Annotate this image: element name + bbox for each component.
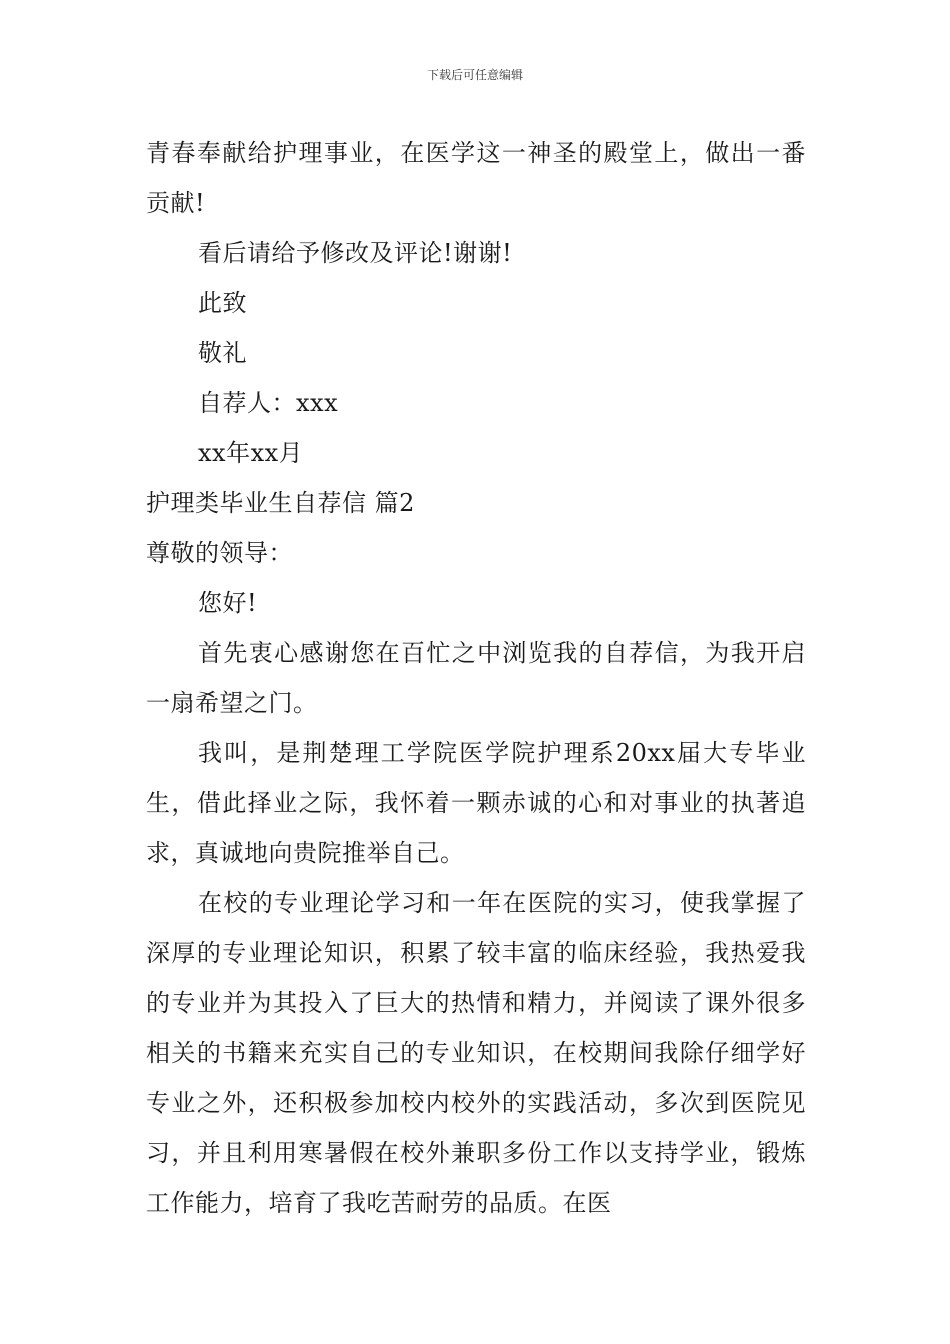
closing-regards: 敬礼 <box>198 339 247 367</box>
letter-greeting: 您好! <box>198 589 258 617</box>
paragraph-thanks: 首先衷心感谢您在百忙之中浏览我的自荐信，为我开启一扇希望之门。 <box>146 639 806 717</box>
paragraph-request: 看后请给予修改及评论!谢谢! <box>198 239 513 267</box>
section-title: 护理类毕业生自荐信 篇2 <box>146 489 415 517</box>
paragraph-experience: 在校的专业理论学习和一年在医院的实习，使我掌握了深厚的专业理论知识，积累了较丰富的临床经验，我热爱我的专业并为其投入了巨大的热情和精力，并阅读了课外很多相关的书籍来充实自己的专业知识，在校期间我除仔细学好专业之外，还积极参加校内校外的实践活动，多次到医院见习，并且利用寒暑假在校外兼职多份工作以支持学业，锻炼工作能力，培育了我吃苦耐劳的品质。在医 <box>146 889 806 1217</box>
paragraph-continuation: 青春奉献给护理事业，在医学这一神圣的殿堂上，做出一番贡献! <box>146 139 806 217</box>
closing-salutation: 此致 <box>198 289 247 317</box>
letter-salutation: 尊敬的领导： <box>146 539 293 567</box>
paragraph-introduction: 我叫，是荆楚理工学院医学院护理系20xx届大专毕业生，借此择业之际，我怀着一颗赤诚的心和对事业的执著追求，真诚地向贵院推举自己。 <box>146 739 806 867</box>
date-line: xx年xx月 <box>198 439 304 467</box>
page-header-note: 下载后可任意编辑 <box>426 68 523 82</box>
document-body <box>146 128 806 1228</box>
signature-line: 自荐人：xxx <box>198 389 339 417</box>
